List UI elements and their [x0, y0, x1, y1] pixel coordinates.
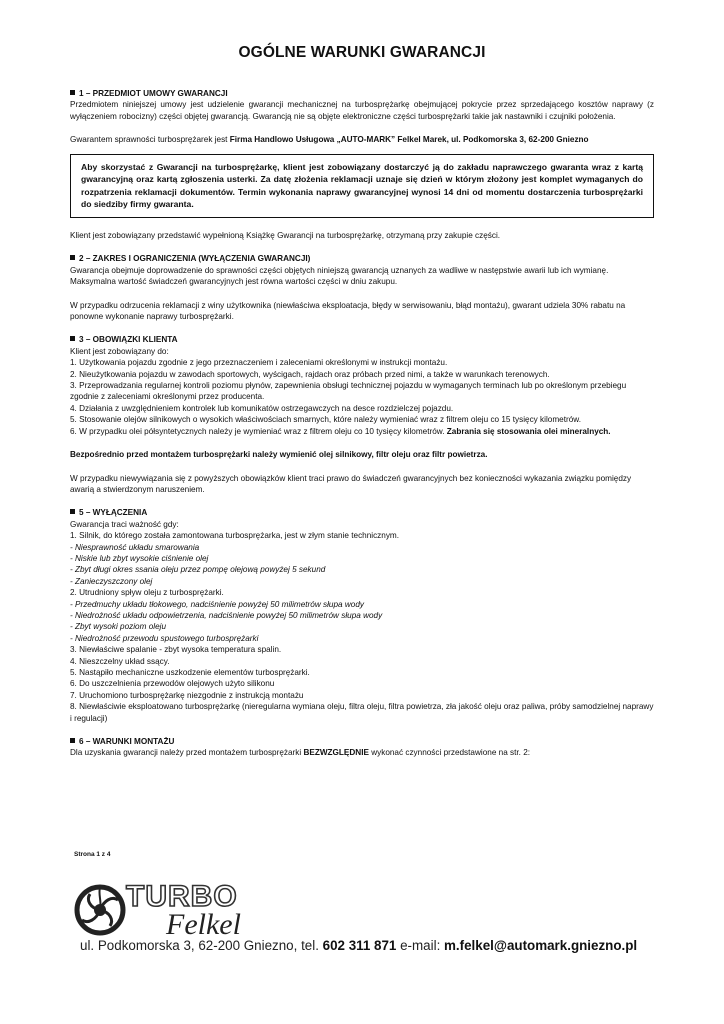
section-5-heading — [70, 507, 654, 518]
exclusion-line: 2. Utrudniony spływ oleju z turbosprężarki. — [70, 588, 224, 598]
client-book-note: Klient jest zobowiązany przedstawić wypełnioną Książkę Gwarancji na turbosprężarkę, otrzymaną przy zakupie części. — [70, 231, 501, 240]
section-1-heading-text: 1 – PRZEDMIOT UMOWY GWARANCJI — [79, 89, 228, 98]
exclusion-line: 3. Niewłaściwe spalanie - zbyt wysoka temperatura spalin. — [70, 645, 282, 655]
email-label: e-mail: — [396, 938, 445, 953]
section-6-suffix: wykonać czynności przedstawione na str. 2: — [368, 748, 531, 758]
exclusion-line: 6. Do uszczelnienia przewodów olejowych użyto silikonu — [70, 679, 275, 689]
exclusion-line: - Niedrożność przewodu spustowego turbosprężarki — [70, 633, 259, 643]
exclusion-line: - Zanieczyszczony olej — [70, 576, 153, 586]
section-2-heading-text: 2 – ZAKRES I OGRANICZENIA (WYŁĄCZENIA GWARANCJI) — [79, 254, 311, 264]
page-title: OGÓLNE WARUNKI GWARANCJI — [238, 44, 486, 61]
turbo-felkel-logo — [74, 878, 274, 940]
item-6-warning: Zabrania się stosowania olei mineralnych. — [446, 426, 611, 436]
exclusion-line: - Przedmuchy układu tłokowego, nadciśnienie powyżej 50 milimetrów słupa wody — [70, 599, 364, 609]
list-item: 4. Działania z uwzględnieniem kontrolek lub komunikatów ostrzegawczych na desce rozdzielczej pojazdu. — [70, 403, 454, 413]
item-6-text: 6. W przypadku olei półsyntetycznych należy je wymieniać wraz z filtrem oleju co 10 tysięcy kilometrów. — [70, 426, 447, 436]
section-6-emphasis: BEZWZGLĘDNIE — [303, 748, 369, 758]
guarantor-prefix: Gwarantem sprawności turbosprężarek jest — [70, 135, 230, 145]
section-2-paragraph-2: W przypadku odrzucenia reklamacji z winy użytkownika (niewłaściwa eksploatacja, błędy w serwisowaniu, błąd montażu), gwarant udziela 30% rabatu na ponowne wykonanie naprawy turbosprężarki. — [70, 300, 626, 322]
section-6-body — [70, 747, 654, 758]
exclusion-line: - Zbyt długi okres ssania oleju przez pompę olejową powyżej 5 sekund — [70, 565, 326, 575]
address-text: ul. Podkomorska 3, 62-200 Gniezno, tel. — [80, 938, 323, 953]
square-bullet-icon — [70, 336, 75, 341]
section-3-heading-text: 3 – OBOWIĄZKI KLIENTA — [79, 335, 178, 345]
list-item — [70, 426, 654, 437]
section-6-prefix: Dla uzyskania gwarancji należy przed montażem turbosprężarki — [70, 748, 304, 758]
email-link[interactable]: m.felkel@automark.gniezno.pl — [444, 938, 638, 953]
exclusion-line: 7. Uruchomiono turbosprężarkę niezgodnie z instrukcją montażu — [70, 690, 304, 700]
exclusion-line: - Zbyt wysoki poziom oleju — [70, 622, 167, 632]
exclusion-line: 4. Nieszczelny układ ssący. — [70, 656, 170, 666]
guarantor-line — [70, 134, 654, 145]
section-3-intro: Klient jest zobowiązany do: — [70, 346, 169, 356]
section-3-heading — [70, 334, 654, 345]
exclusion-line: 5. Nastąpiło mechaniczne uszkodzenie elementów turbosprężarki. — [70, 668, 310, 677]
warranty-claim-box: Aby skorzystać z Gwarancji na turbosprężarkę, klient jest zobowiązany dostarczyć ją do zakładu naprawczego gwaranta wraz z kartą gwarancyjną oraz kartą zgłoszenia usterki. Za datę złożenia reklamacji uznaje się dzień w którym złożony jest komplet wymaganych do rozpatrzenia reklamacji dokumentów. Termin wykonania naprawy gwarancyjnej wynosi 14 dni od momentu dostarczenia turbosprężarki do siedziby firmy gwaranta. — [70, 154, 654, 218]
logo-wordmark: TURBO — [126, 880, 238, 913]
page-number: Strona 1 z 4 — [74, 851, 111, 858]
square-bullet-icon — [70, 738, 75, 743]
exclusions-list — [70, 530, 654, 724]
section-1-body: Przedmiotem niniejszej umowy jest udzielenie gwarancji mechanicznej na turbosprężarkę obejmującej pokrycie przez sprzedającego kosztów naprawy (z wyłączeniem robocizny) części objętej gwarancją. Gwarancją nie są objęte elektroniczne części turbosprężarki takie jak nastawniki i czujniki położenia. — [70, 100, 654, 121]
section-6-heading-text: 6 – WARUNKI MONTAŻU — [79, 737, 175, 747]
list-item: 5. Stosowanie olejów silnikowych o wysokich właściwościach smarnych, które należy wymieniać wraz z filtrem oleju co 15 tysięcy kilometrów. — [70, 415, 581, 425]
exclusion-line: - Niskie lub zbyt wysokie ciśnienie olej — [70, 553, 209, 563]
logo-script: Felkel — [166, 908, 241, 940]
list-item: 2. Nieużytkowania pojazdu w zawodach sportowych, wyścigach, rajdach oraz próbach przed nimi, a także w warunkach terenowych. — [70, 369, 550, 379]
exclusion-line: - Niedrożność układu odpowietrzenia, nadciśnienie powyżej 50 milimetrów słupa wody — [70, 610, 383, 620]
exclusion-line: 8. Niewłaściwie eksploatowano turbosprężarkę (nieregularna wymiana oleju, filtra oleju, filtra powietrza, zła jakość oleju oraz paliwa, próby samodzielnej naprawy i regulacji) — [70, 702, 654, 723]
turbine-icon — [77, 887, 123, 933]
section-1-heading — [70, 88, 654, 99]
document-body — [70, 88, 654, 759]
list-item: 1. Użytkowania pojazdu zgodnie z jego przeznaczeniem i zaleceniami określonymi w instrukcji montażu. — [70, 358, 448, 368]
exclusion-line: - Niesprawność układu smarowania — [70, 542, 200, 552]
footer-address — [80, 938, 680, 953]
before-mount-note: Bezpośrednio przed montażem turbosprężarki należy wymienić olej silnikowy, filtr oleju oraz filtr powietrza. — [70, 450, 488, 460]
section-5-heading-text: 5 – WYŁĄCZENIA — [79, 508, 148, 518]
section-2-heading — [70, 253, 654, 264]
guarantor-name: Firma Handlowo Usługowa „AUTO-MARK” Felkel Marek, ul. Podkomorska 3, 62-200 Gniezno — [229, 135, 589, 145]
exclusion-line: 1. Silnik, do którego została zamontowana turbosprężarka, jest w złym stanie technicznym. — [70, 531, 400, 541]
square-bullet-icon — [70, 509, 75, 514]
section-6-heading — [70, 736, 654, 747]
square-bullet-icon — [70, 255, 75, 260]
failure-note: W przypadku niewywiązania się z powyższych obowiązków klient traci prawo do świadczeń gwarancyjnych bez konieczności wykazania związku pomiędzy awarią a stwierdzonym naruszeniem. — [70, 473, 632, 494]
square-bullet-icon — [70, 90, 75, 95]
list-item: 3. Przeprowadzania regularnej kontroli poziomu płynów, zapewnienia obsługi technicznej pojazdu w wymaganych terminach lub po określonym przebiegu zgodnie z zaleceniami określonymi przez producenta. — [70, 381, 627, 402]
phone-number: 602 311 871 — [322, 938, 397, 953]
section-5-intro: Gwarancja traci ważność gdy: — [70, 519, 179, 529]
section-2-paragraph-1: Gwarancja obejmuje doprowadzenie do sprawności części objętych niniejszą gwarancją uznanych za wadliwe w następstwie awarii lub ich wymianę. Maksymalna wartość świadczeń gwarancyjnych jest równa wartości części w dniu zakupu. — [70, 265, 609, 287]
